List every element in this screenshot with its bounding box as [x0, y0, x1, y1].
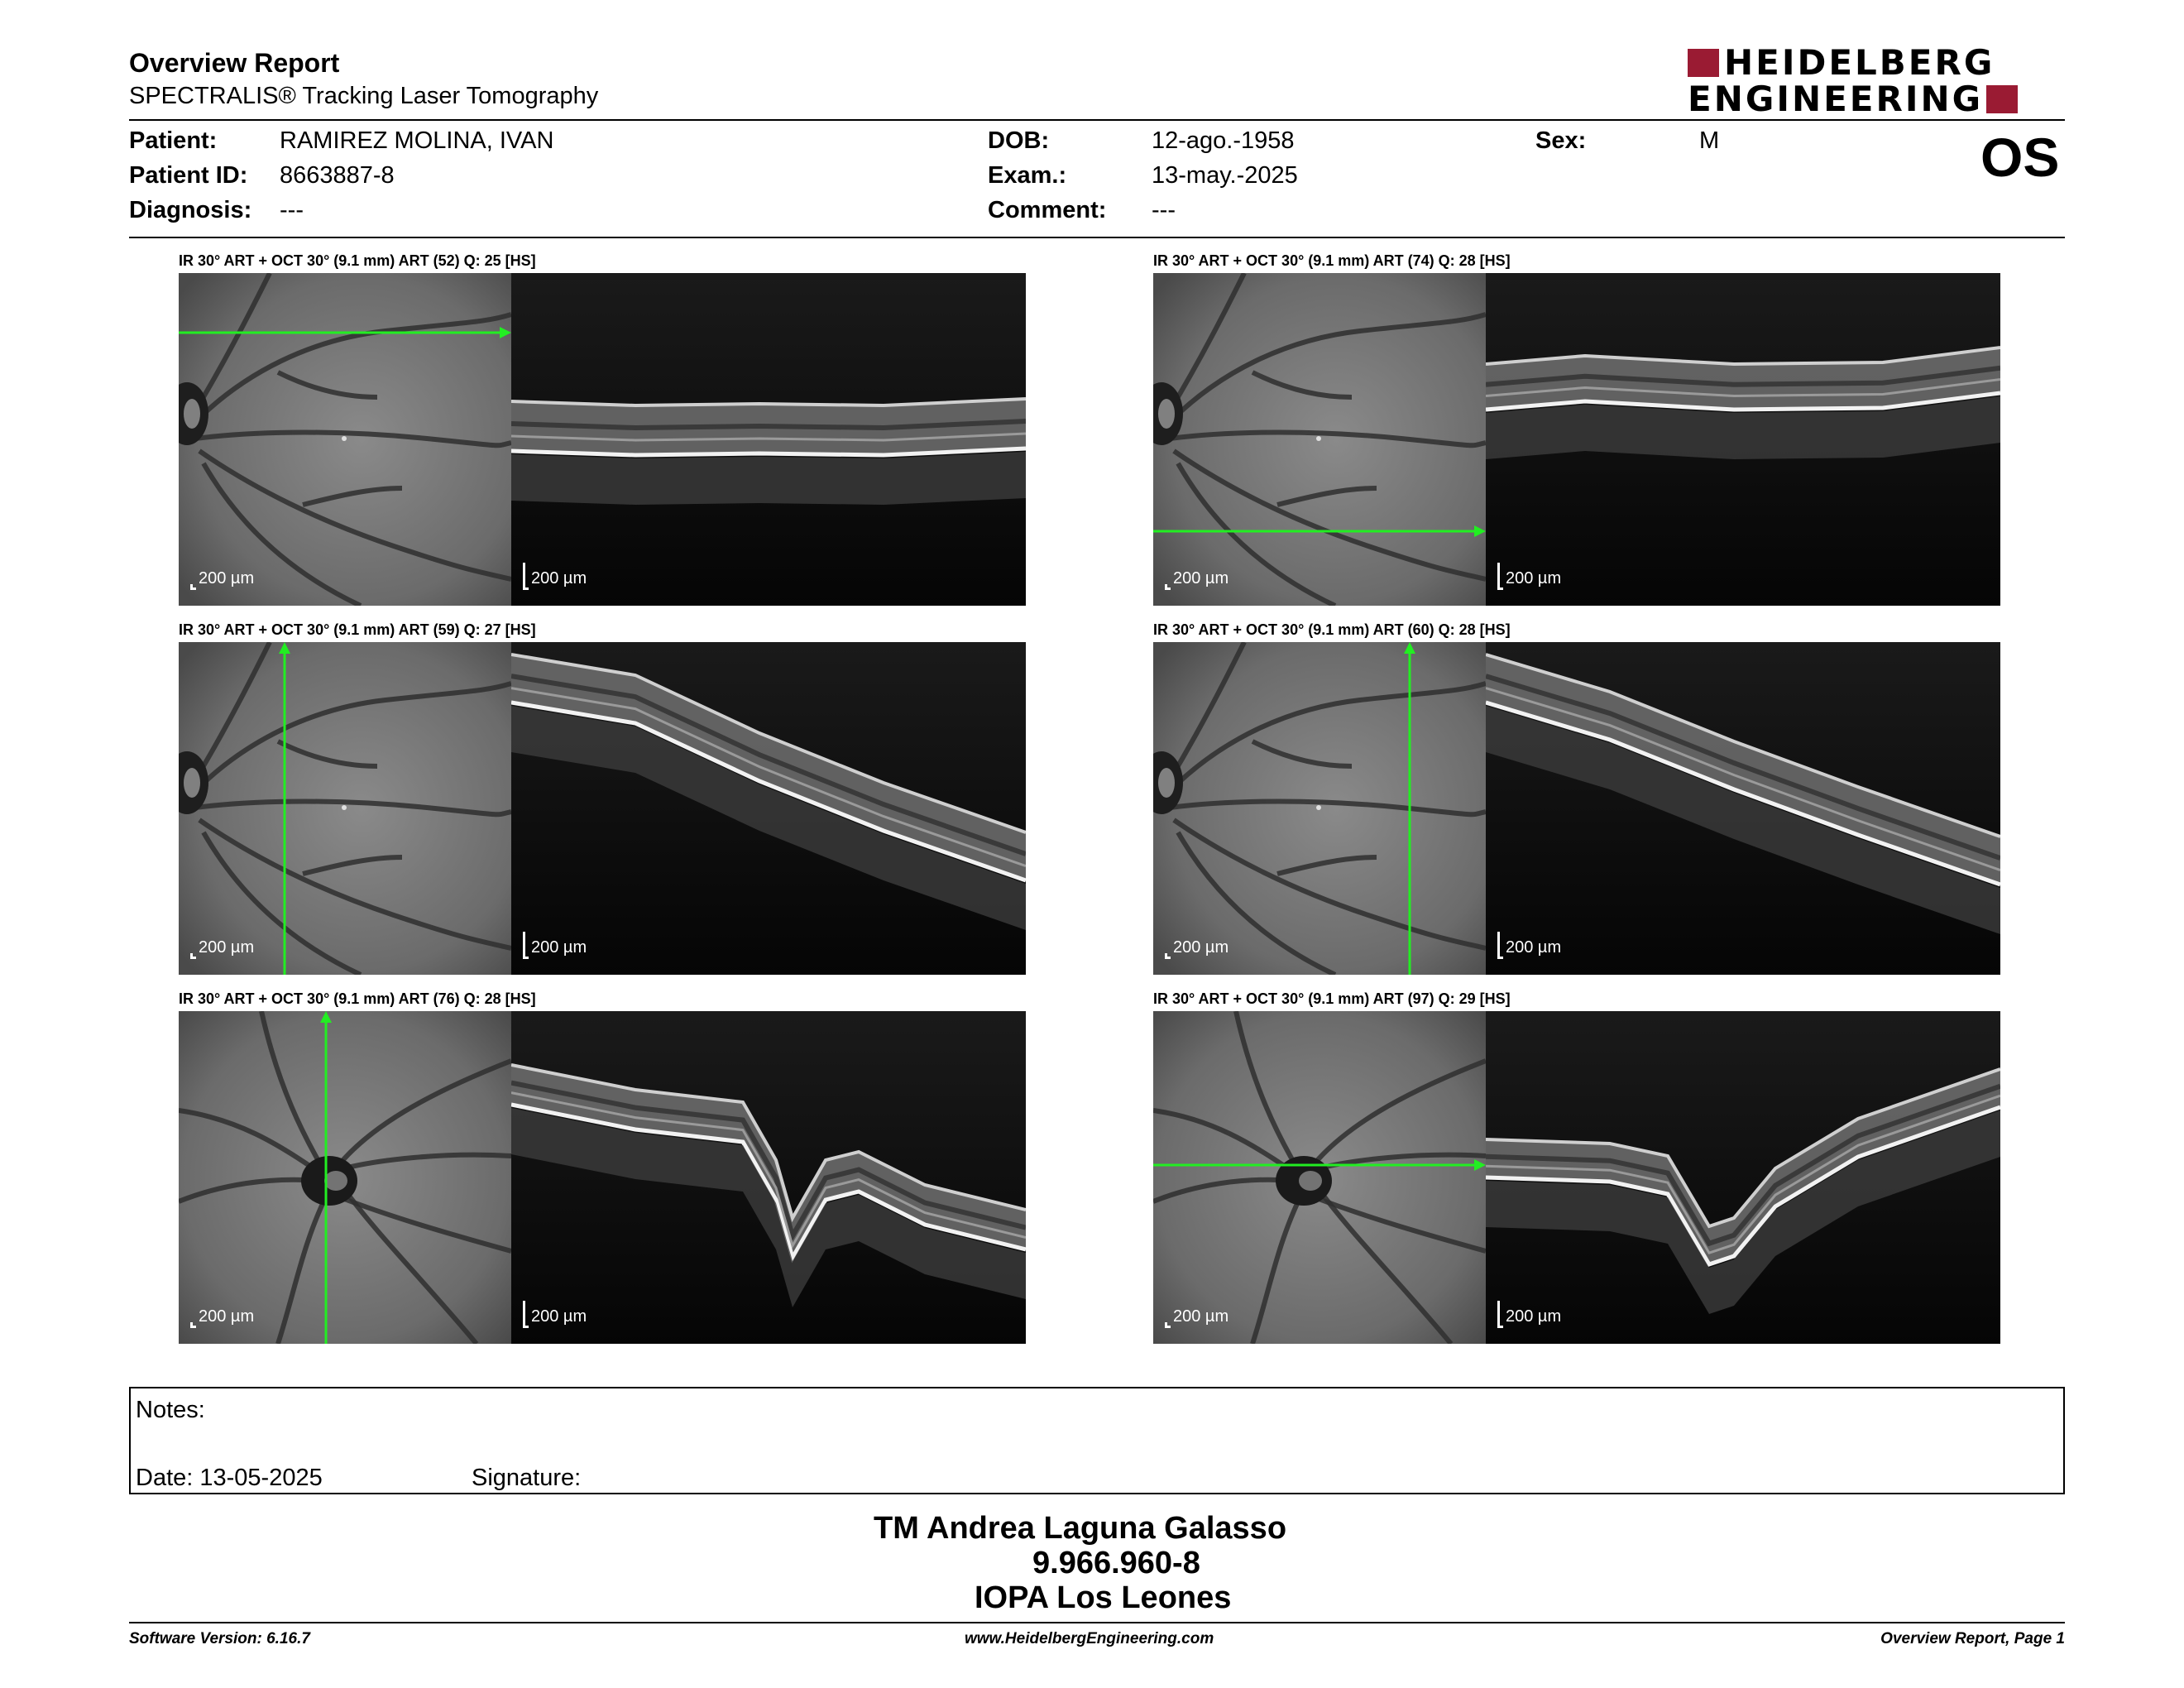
scale-bar-icon [1497, 932, 1503, 959]
report-subtitle: SPECTRALIS® Tracking Laser Tomography [129, 83, 599, 109]
ir-fundus-image[interactable] [179, 1011, 511, 1344]
oct-bscan-image[interactable] [511, 1011, 1026, 1344]
signature-label: Signature: [472, 1465, 582, 1491]
logo-square-icon [1688, 49, 1719, 77]
dob-value: 12-ago.-1958 [1152, 127, 1295, 154]
logo-square-icon [1986, 85, 2018, 113]
scale-bar-icon [190, 1322, 196, 1328]
bscan-scale-label: 200 µm [1506, 1307, 1562, 1326]
scale-bar-icon [190, 953, 196, 959]
heidelberg-logo-line2 [1688, 79, 2018, 119]
date-label: Date: 13-05-2025 [136, 1465, 323, 1491]
bscan-scale-label: 200 µm [1506, 938, 1562, 957]
signer-name: TM Andrea Laguna Galasso [874, 1511, 1287, 1546]
sex-label: Sex: [1535, 127, 1587, 154]
ir-fundus-image[interactable] [1153, 642, 1486, 975]
diagnosis-value: --- [280, 197, 304, 223]
logo-text-2: ENGINEERING [1688, 79, 1984, 119]
patient-divider [129, 237, 2065, 238]
eye-indicator: OS [1980, 127, 2060, 188]
bscan-scale-label: 200 µm [531, 938, 587, 957]
exam-value: 13-may.-2025 [1152, 162, 1298, 189]
heidelberg-logo-line1 [1688, 42, 1995, 83]
notes-label: Notes: [136, 1397, 205, 1423]
header-divider [129, 119, 2065, 121]
scale-bar-icon [523, 563, 529, 590]
panel-title: IR 30° ART + OCT 30° (9.1 mm) ART (60) Q: 28 [HS] [1153, 621, 1511, 638]
patient-label: Patient: [129, 127, 218, 154]
page-indicator: Overview Report, Page 1 [1880, 1630, 2065, 1647]
patient-name: RAMIREZ MOLINA, IVAN [280, 127, 554, 154]
oct-bscan-image[interactable] [1486, 1011, 2000, 1344]
ir-fundus-image[interactable] [1153, 1011, 1486, 1344]
diagnosis-label: Diagnosis: [129, 197, 252, 223]
oct-bscan-image[interactable] [511, 642, 1026, 975]
notes-box[interactable] [129, 1387, 2065, 1494]
patient-id-value: 8663887-8 [280, 162, 395, 189]
dob-label: DOB: [988, 127, 1050, 154]
ir-fundus-image[interactable] [1153, 273, 1486, 606]
ir-fundus-image[interactable] [179, 273, 511, 606]
footer-divider [129, 1622, 2065, 1623]
scale-bar-icon [1165, 953, 1171, 959]
exam-label: Exam.: [988, 162, 1067, 189]
scale-bar-icon [523, 1301, 529, 1328]
signer-institution: IOPA Los Leones [975, 1580, 1232, 1615]
panel-title: IR 30° ART + OCT 30° (9.1 mm) ART (52) Q: 25 [HS] [179, 252, 536, 269]
report-title: Overview Report [129, 48, 340, 78]
comment-label: Comment: [988, 197, 1107, 223]
signer-rut: 9.966.960-8 [1032, 1546, 1200, 1580]
scale-bar-icon [523, 932, 529, 959]
fundus-scale-label: 200 µm [1173, 569, 1229, 587]
oct-bscan-image[interactable] [1486, 642, 2000, 975]
ir-fundus-image[interactable] [179, 642, 511, 975]
website-link[interactable]: www.HeidelbergEngineering.com [965, 1630, 1214, 1647]
fundus-scale-label: 200 µm [199, 569, 255, 587]
scale-bar-icon [1497, 563, 1503, 590]
scale-bar-icon [1165, 1322, 1171, 1328]
scale-bar-icon [1497, 1301, 1503, 1328]
oct-bscan-image[interactable] [511, 273, 1026, 606]
panel-title: IR 30° ART + OCT 30° (9.1 mm) ART (74) Q: 28 [HS] [1153, 252, 1511, 269]
bscan-scale-label: 200 µm [531, 569, 587, 587]
fundus-scale-label: 200 µm [199, 1307, 255, 1326]
software-version: Software Version: 6.16.7 [129, 1630, 310, 1647]
bscan-scale-label: 200 µm [531, 1307, 587, 1326]
bscan-scale-label: 200 µm [1506, 569, 1562, 587]
fundus-scale-label: 200 µm [199, 938, 255, 957]
panel-title: IR 30° ART + OCT 30° (9.1 mm) ART (59) Q: 27 [HS] [179, 621, 536, 638]
patient-id-label: Patient ID: [129, 162, 248, 189]
sex-value: M [1699, 127, 1720, 154]
fundus-scale-label: 200 µm [1173, 1307, 1229, 1326]
scale-bar-icon [190, 584, 196, 590]
fundus-scale-label: 200 µm [1173, 938, 1229, 957]
comment-value: --- [1152, 197, 1176, 223]
scale-bar-icon [1165, 584, 1171, 590]
oct-bscan-image[interactable] [1486, 273, 2000, 606]
panel-title: IR 30° ART + OCT 30° (9.1 mm) ART (76) Q: 28 [HS] [179, 990, 536, 1007]
panel-title: IR 30° ART + OCT 30° (9.1 mm) ART (97) Q: 29 [HS] [1153, 990, 1511, 1007]
logo-text-1: HEIDELBERG [1724, 42, 1995, 83]
